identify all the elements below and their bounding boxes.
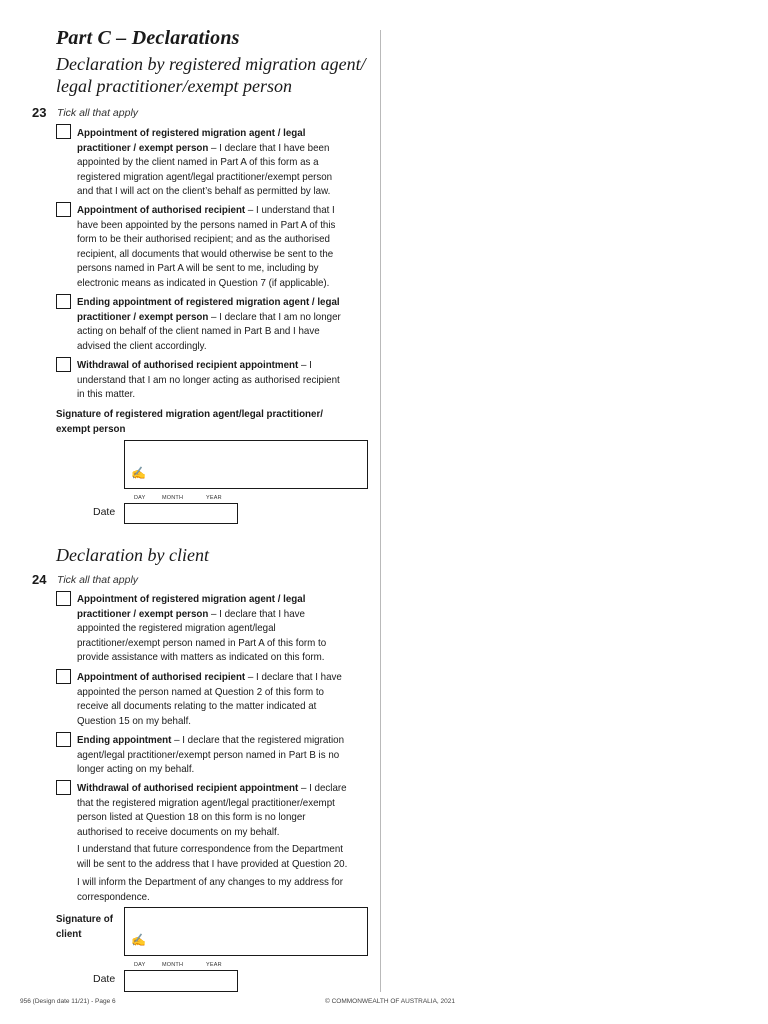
option-authorised-recipient: Appointment of authorised recipient – I understand that I have been appointed by the persons named in Part A of this form to be their authorised recipient; and as the authorised recipient, all documents that would otherwise be sent to the persons named in Part A will be sent to me, including by electronic means as indicated in Question 7 (if applicable). — [77, 204, 336, 289]
checkbox-authorised-recipient[interactable] — [56, 202, 71, 217]
date-year-label: YEAR — [206, 495, 222, 501]
checkbox-client-ending-appointment[interactable] — [56, 732, 71, 747]
column-divider — [380, 30, 381, 992]
option-client-agent-appointment: Appointment of registered migration agent / legal practitioner / exempt person – I declare that I have appointed the registered migration agent/legal practitioner/exempt person named in Part A of this form to provide assistance with matters as indicated on this form. — [77, 593, 327, 664]
agent-signature-label: Signature of registered migration agent/legal practitioner/ exempt person — [56, 408, 323, 435]
client-signature-label: Signature of client — [56, 913, 113, 940]
pen-sign-icon: ✍ — [131, 466, 146, 480]
part-title: Part C – Declarations — [56, 27, 240, 49]
checkbox-client-agent-appointment[interactable] — [56, 591, 71, 606]
pen-sign-icon: ✍ — [131, 933, 146, 947]
footer-copyright: © COMMONWEALTH OF AUSTRALIA, 2021 — [325, 998, 455, 1005]
option-client-ending-appointment: Ending appointment – I declare that the registered migration agent/legal practitioner/exempt person named in Part B is no longer acting on my behalf. — [77, 734, 345, 776]
question-number-23: 23 — [32, 105, 47, 120]
checkbox-withdrawal-recipient[interactable] — [56, 357, 71, 372]
client-signature-field[interactable] — [124, 907, 368, 956]
client-date-field[interactable] — [124, 970, 238, 992]
date-day-label: DAY — [134, 962, 146, 968]
option-ending-agent-appointment: Ending appointment of registered migration agent / legal practitioner / exempt person – I declare that I am no longer acting on behalf of the client named in Part B and I have advised the client accordingly. — [77, 296, 341, 352]
checkbox-ending-agent-appointment[interactable] — [56, 294, 71, 309]
checkbox-client-withdrawal-recipient[interactable] — [56, 780, 71, 795]
agent-date-label: Date — [93, 506, 116, 518]
date-month-label: MONTH — [162, 962, 184, 968]
date-month-label: MONTH — [162, 495, 184, 501]
option-client-authorised-recipient: Appointment of authorised recipient – I declare that I have appointed the person named at Question 2 of this form to receive all documents relating to the matter indicated at Question 15 on my behalf. — [77, 671, 342, 727]
section-title-agent-line1: Declaration by registered migration agent/ — [56, 54, 366, 74]
section-title-client: Declaration by client — [56, 545, 209, 565]
option-agent-appointment: Appointment of registered migration agent / legal practitioner / exempt person – I declare that I have been appointed by the client named in Part A of this form as a registered migration agent/legal practitioner/exempt person and that I will act on the client’s behalf as permitted by law. — [77, 127, 333, 198]
client-date-label: Date — [93, 973, 116, 985]
address-change-statement: I will inform the Department of any changes to my address for correspondence. — [77, 876, 343, 903]
date-year-label: YEAR — [206, 962, 222, 968]
option-withdrawal-recipient: Withdrawal of authorised recipient appointment – I understand that I am no longer acting as authorised recipient in this matter. — [77, 359, 340, 401]
agent-signature-field[interactable] — [124, 440, 368, 489]
option-client-withdrawal-recipient: Withdrawal of authorised recipient appointment – I declare that the registered migration agent/legal practitioner/exempt person listed at Question 18 on this form is no longer authorised to receive documents on my behalf. — [77, 782, 347, 838]
date-day-label: DAY — [134, 495, 146, 501]
agent-date-field[interactable] — [124, 503, 238, 524]
tick-all-instruction: Tick all that apply — [57, 574, 139, 586]
correspondence-statement: I understand that future correspondence from the Department will be sent to the address that I have provided at Question 20. — [77, 843, 348, 870]
checkbox-client-authorised-recipient[interactable] — [56, 669, 71, 684]
checkbox-agent-appointment[interactable] — [56, 124, 71, 139]
footer-form-id: 956 (Design date 11/21) - Page 6 — [20, 998, 116, 1005]
tick-all-instruction: Tick all that apply — [57, 107, 139, 119]
question-number-24: 24 — [32, 572, 47, 587]
section-title-agent-line2: legal practitioner/exempt person — [56, 76, 292, 96]
